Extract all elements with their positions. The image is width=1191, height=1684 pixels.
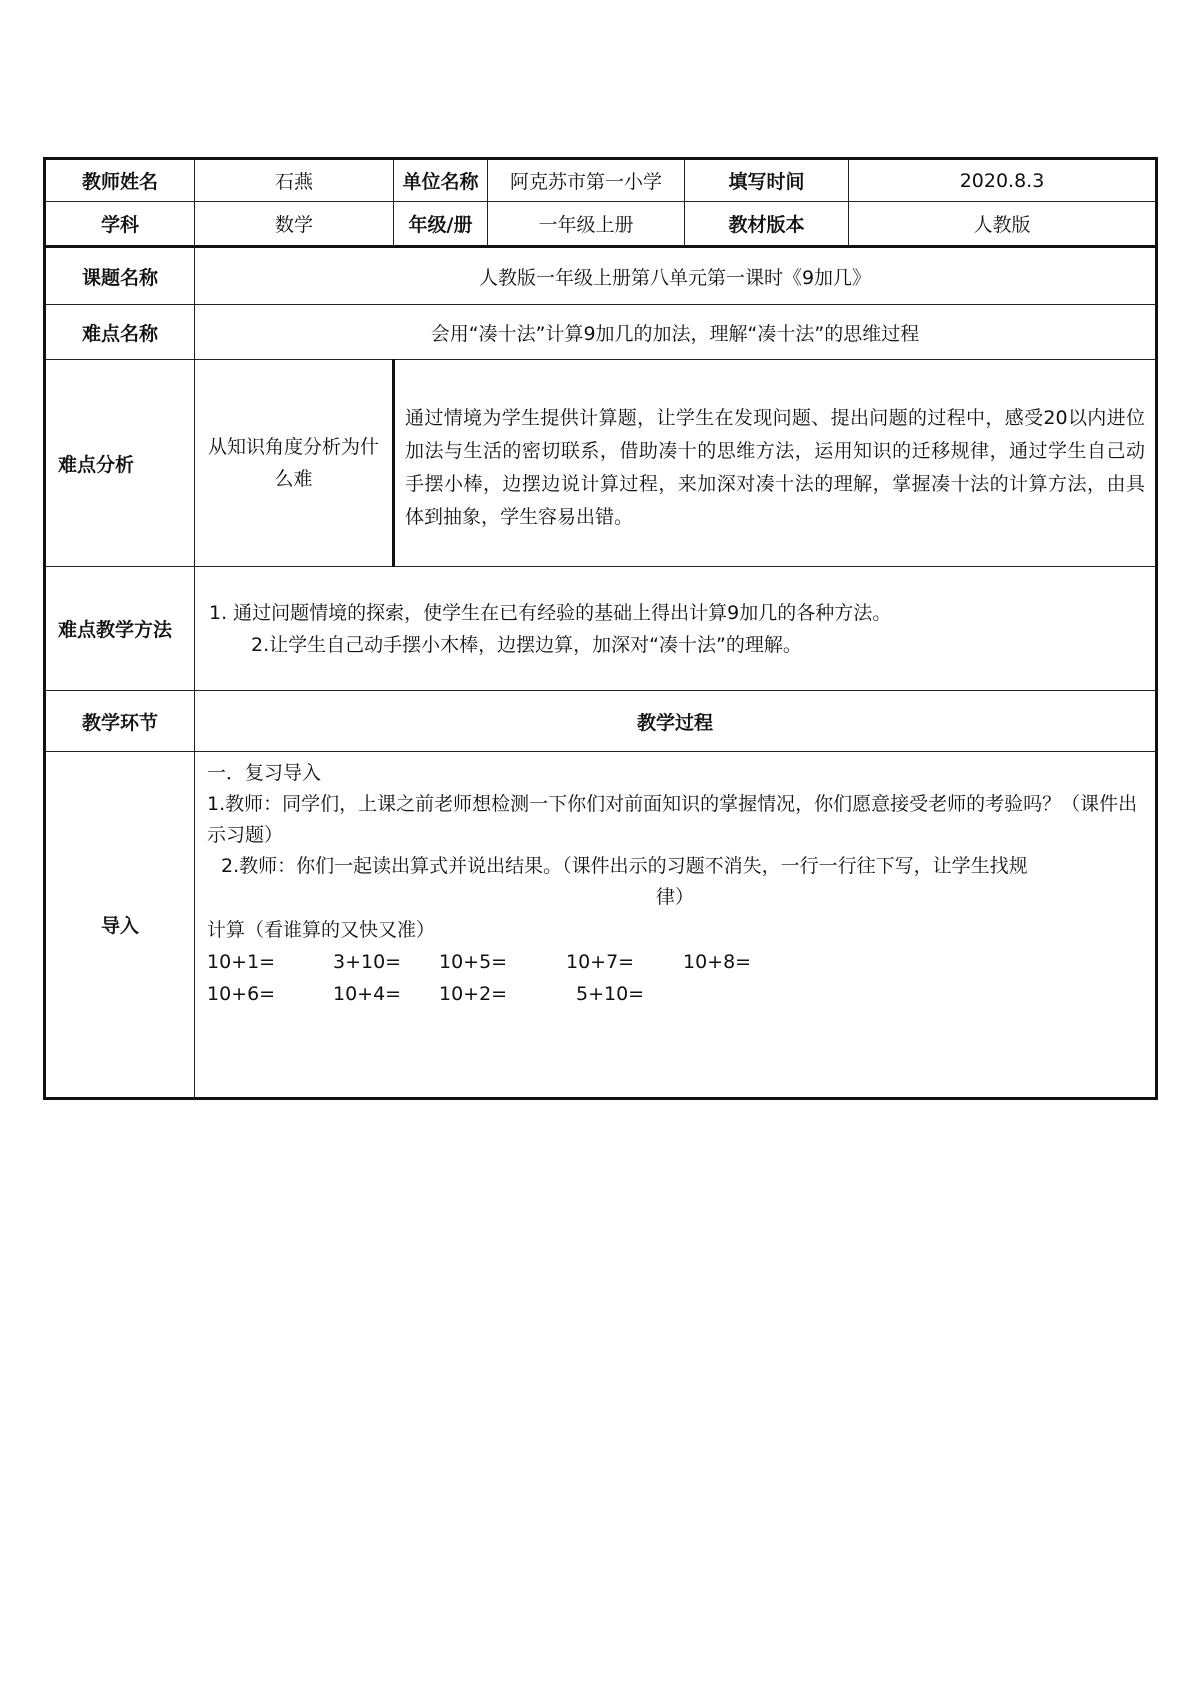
analysis-label: 难点分析 [45,360,195,567]
grade-value: 一年级上册 [488,202,685,247]
process-header-row [45,691,1157,752]
calc-item: 10+1= [207,951,276,973]
calc-title: 计算（看谁算的又快又准） [207,919,436,941]
intro-label: 导入 [45,752,195,1099]
topic-value: 人教版一年级上册第八单元第一课时《9加几》 [195,247,1157,305]
calc-item: 3+10= [333,951,402,973]
difficulty-row [45,305,1157,360]
teacher-value: 石燕 [195,159,394,202]
calc-item: 10+5= [439,951,508,973]
intro-content [195,752,1157,1099]
analysis-row [45,360,1157,567]
intro-row [45,752,1157,1099]
calc-item: 10+8= [683,951,752,973]
teacher-label: 教师姓名 [45,159,195,202]
method-row [45,567,1157,691]
difficulty-value: 会用“凑十法”计算9加几的加法，理解“凑十法”的思维过程 [195,305,1157,360]
analysis-sub-label: 从知识角度分析为什么难 [195,360,394,567]
method-line-1: 1. 通过问题情境的探索，使学生在已有经验的基础上得出计算9加几的各种方法。 [209,601,892,624]
intro-step-2b: 律） [655,886,694,908]
intro-step-2a: 2.教师：你们一起读出算式并说出结果。（课件出示的习题不消失，一行一行往下写，让学生找规 [221,855,1028,877]
subject-label: 学科 [45,202,195,247]
edition-value: 人教版 [849,202,1157,247]
topic-label: 课题名称 [45,247,195,305]
header-row-2 [45,202,1157,247]
intro-section-title: 一．复习导入 [207,762,322,784]
method-cell [195,567,1157,691]
lesson-plan-sheet [43,157,1155,1100]
calc-item: 5+10= [576,983,645,1005]
unit-label: 单位名称 [394,159,488,202]
date-label: 填写时间 [685,159,849,202]
grade-label: 年级/册 [394,202,488,247]
method-label: 难点教学方法 [45,567,195,691]
difficulty-label: 难点名称 [45,305,195,360]
topic-row [45,247,1157,305]
subject-value: 数学 [195,202,394,247]
process-title: 教学过程 [195,691,1157,752]
calc-row-1 [207,946,1143,978]
method-line-2: 2.让学生自己动手摆小木棒，边摆边算，加深对“凑十法”的理解。 [251,633,802,656]
analysis-text: 通过情境为学生提供计算题，让学生在发现问题、提出问题的过程中，感受20以内进位加法与生活的密切联系，借助凑十的思维方法，运用知识的迁移规律，通过学生自己动手摆小棒，边摆边说计算过程，来加深对凑十法的理解，掌握凑十法的计算方法，由具体到抽象，学生容易出错。 [394,360,1157,567]
unit-value: 阿克苏市第一小学 [488,159,685,202]
calc-item: 10+7= [566,951,635,973]
calc-item: 10+2= [439,983,508,1005]
calc-item: 10+6= [207,983,276,1005]
process-stage-label: 教学环节 [45,691,195,752]
intro-step-1: 1.教师：同学们，上课之前老师想检测一下你们对前面知识的掌握情况，你们愿意接受老师的考验吗？（课件出示习题） [207,793,1138,846]
header-row-1 [45,159,1157,202]
calc-item: 10+4= [333,983,402,1005]
lesson-plan-table [43,157,1158,1100]
calc-row-2 [207,978,1143,1010]
edition-label: 教材版本 [685,202,849,247]
date-value: 2020.8.3 [849,159,1157,202]
